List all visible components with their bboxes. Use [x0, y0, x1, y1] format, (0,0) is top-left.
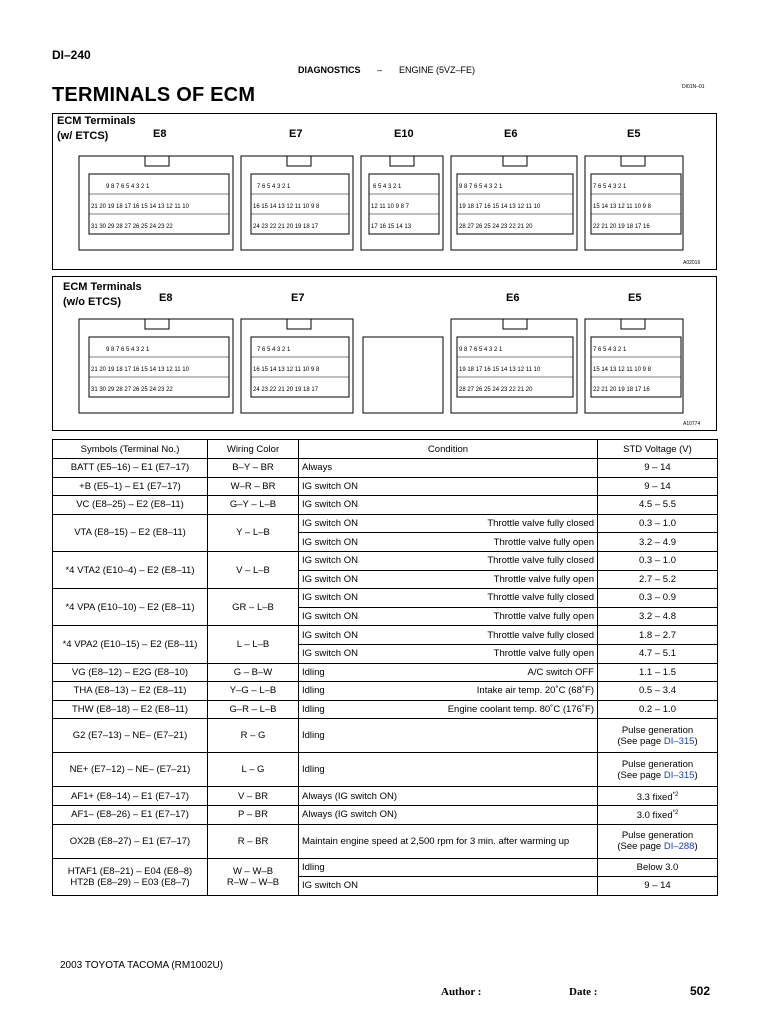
voltage-cell — [598, 753, 718, 787]
color-cell: B–Y – BR — [208, 459, 299, 478]
figure-label-line2: (w/o ETCS) — [63, 296, 122, 308]
symbol-cell: G2 (E7–13) – NE– (E7–21) — [53, 719, 208, 753]
page-link[interactable]: DI–315 — [663, 769, 695, 781]
svg-text:12 11 10 9 8 7: 12 11 10 9 8 7 — [371, 204, 409, 210]
voltage-cell: 1.1 – 1.5 — [598, 663, 718, 682]
condition-detail: Throttle valve fully closed — [487, 555, 594, 567]
voltage-line2-end: ) — [694, 841, 698, 852]
svg-text:24 23 22 21 20 19 18 17: 24 23 22 21 20 19 18 17 — [253, 387, 319, 393]
color-cell: W–R – BR — [208, 477, 299, 496]
condition-detail: Engine coolant temp. 80˚C (176˚F) — [447, 704, 594, 716]
connector-diagram — [53, 277, 716, 430]
table-row — [53, 551, 718, 570]
condition-cell: IG switch ON — [299, 877, 598, 896]
svg-text:31 30 29 28 27 26 25: 31 30 29 28 27 26 25 24 23 22 — [91, 224, 173, 230]
connector-label-e6: E6 — [504, 128, 518, 140]
color-line1: W – W–B — [232, 865, 274, 877]
condition-cell: Idling — [299, 858, 598, 877]
condition-cell: IG switch ON — [302, 536, 358, 548]
voltage-cell: 3.2 – 4.9 — [598, 533, 718, 552]
color-cell: L – G — [208, 753, 299, 787]
voltage-cell: 4.5 – 5.5 — [598, 496, 718, 515]
page-title: TERMINALS OF ECM — [52, 84, 256, 106]
table-row — [53, 459, 718, 478]
symbol-cell: NE+ (E7–12) – NE– (E7–21) — [53, 753, 208, 787]
voltage-line2: (See page — [617, 769, 664, 781]
color-cell: Y–G – L–B — [208, 682, 299, 701]
svg-text:19 18 17 16 15 14 13 12 11 10: 19 18 17 16 15 14 13 12 11 10 — [459, 204, 541, 210]
terminal-spec-table — [52, 439, 718, 896]
header-symbols: Symbols (Terminal No.) — [53, 440, 208, 459]
color-cell: G–R – L–B — [208, 700, 299, 719]
figure-label-line1: ECM Terminals — [57, 115, 136, 127]
condition-cell: IG switch ON — [302, 648, 358, 660]
footnote-mark: *2 — [672, 810, 679, 817]
svg-text:21 20 19 18 17 16 15 14 13 12: 21 20 19 18 17 16 15 14 13 12 11 10 — [91, 367, 189, 373]
condition-cell: IG switch ON — [302, 518, 358, 530]
symbol-cell: *4 VTA2 (E10–4) – E2 (E8–11) — [53, 551, 208, 588]
voltage-cell: 0.2 – 1.0 — [598, 700, 718, 719]
symbol-cell: +B (E5–1) – E1 (E7–17) — [53, 477, 208, 496]
condition-detail: Intake air temp. 20˚C (68˚F) — [476, 685, 594, 697]
subsection-label: ENGINE (5VZ–FE) — [399, 65, 476, 75]
table-row — [53, 589, 718, 608]
svg-text:19 18 17 16 15 14 13 12 11 10: 19 18 17 16 15 14 13 12 11 10 — [459, 367, 541, 373]
color-cell: Y – L–B — [208, 514, 299, 551]
symbol-line1: HTAF1 (E8–21) – E04 (E8–8) — [67, 865, 193, 877]
svg-text:22 21 20 19 18 17 16: 22 21 20 19 18 17 16 — [593, 224, 650, 230]
condition-cell: Idling — [299, 719, 598, 753]
color-cell: R – G — [208, 719, 299, 753]
svg-text:16 15 14 13 12 11 10 9 8: 16 15 14 13 12 11 10 9 8 — [253, 204, 320, 210]
svg-text:17 16 15 14 13: 17 16 15 14 13 — [371, 224, 412, 230]
table-row — [53, 753, 718, 787]
voltage-cell — [598, 805, 718, 824]
condition-cell: Maintain engine speed at 2,500 rpm for 3 min. after warming up — [299, 824, 598, 858]
svg-text:31 30 29 28 27 26 25: 31 30 29 28 27 26 25 24 23 22 — [91, 387, 173, 393]
color-cell: R – BR — [208, 824, 299, 858]
voltage-cell: 9 – 14 — [598, 459, 718, 478]
condition-detail: A/C switch OFF — [527, 666, 594, 678]
symbol-cell: THW (E8–18) – E2 (E8–11) — [53, 700, 208, 719]
connector-label-e6: E6 — [506, 292, 520, 304]
table-row — [53, 682, 718, 701]
table-row — [53, 700, 718, 719]
svg-text:22 21 20 19 18 17 16: 22 21 20 19 18 17 16 — [593, 387, 650, 393]
color-cell: GR – L–B — [208, 589, 299, 626]
svg-text:9 8 7 6 5 4 3 2 1: 9 8 7 6 5 4 3 2 1 — [459, 184, 503, 190]
condition-detail: Throttle valve fully closed — [487, 592, 594, 604]
symbol-cell: VTA (E8–15) – E2 (E8–11) — [53, 514, 208, 551]
voltage-line1: Pulse generation — [621, 830, 694, 841]
page-link[interactable]: DI–288 — [663, 841, 695, 852]
voltage-line2-end: ) — [694, 769, 698, 781]
voltage-cell: 2.7 – 5.2 — [598, 570, 718, 589]
condition-detail: Throttle valve fully open — [493, 648, 594, 660]
voltage-line2-end: ) — [694, 735, 698, 747]
condition-detail: Throttle valve fully closed — [487, 629, 594, 641]
symbol-cell: BATT (E5–16) – E1 (E7–17) — [53, 459, 208, 478]
voltage-cell: 0.3 – 0.9 — [598, 589, 718, 608]
table-row — [53, 719, 718, 753]
svg-text:7 6 5 4 3 2 1: 7 6 5 4 3 2 1 — [593, 184, 627, 190]
symbol-cell: OX2B (E8–27) – E1 (E7–17) — [53, 824, 208, 858]
svg-text:15 14 13 12 11 10 9 8: 15 14 13 12 11 10 9 8 — [593, 204, 651, 210]
symbol-cell: VG (E8–12) – E2G (E8–10) — [53, 663, 208, 682]
condition-cell: IG switch ON — [302, 480, 358, 492]
page-number: 502 — [690, 984, 711, 998]
symbol-cell: *4 VPA (E10–10) – E2 (E8–11) — [53, 589, 208, 626]
voltage-value: 3.3 fixed — [636, 791, 673, 803]
condition-cell: Always (IG switch ON) — [299, 787, 598, 806]
symbol-cell: *4 VPA2 (E10–15) – E2 (E8–11) — [53, 626, 208, 663]
voltage-cell: 9 – 14 — [598, 877, 718, 896]
voltage-cell: 3.2 – 4.8 — [598, 607, 718, 626]
author-label: Author : — [441, 986, 482, 998]
connector-label-e10: E10 — [394, 128, 414, 140]
section-dash: – — [377, 65, 383, 75]
table-row — [53, 663, 718, 682]
voltage-cell: 1.8 – 2.7 — [598, 626, 718, 645]
svg-text:15 14 13 12 11 10 9 8: 15 14 13 12 11 10 9 8 — [593, 367, 651, 373]
condition-cell: Idling — [302, 704, 325, 716]
symbol-cell: AF1+ (E8–14) – E1 (E7–17) — [53, 787, 208, 806]
svg-text:9 8 7 6 5 4 3 2 1: 9 8 7 6 5 4 3 2 1 — [106, 347, 150, 353]
voltage-cell — [598, 787, 718, 806]
condition-cell: Idling — [299, 753, 598, 787]
svg-text:7 6 5 4 3 2 1: 7 6 5 4 3 2 1 — [593, 347, 627, 353]
table-row — [53, 787, 718, 806]
voltage-cell: 0.5 – 3.4 — [598, 682, 718, 701]
voltage-line1: Pulse generation — [621, 724, 694, 736]
condition-cell: IG switch ON — [302, 573, 358, 585]
condition-detail: Throttle valve fully open — [493, 611, 594, 623]
condition-detail: Throttle valve fully closed — [487, 518, 594, 530]
voltage-cell — [598, 719, 718, 753]
connector-label-e8: E8 — [153, 128, 167, 140]
svg-text:28 27 26 25 24 23 22 21 2: 28 27 26 25 24 23 22 21 20 — [459, 224, 533, 230]
voltage-cell: 4.7 – 5.1 — [598, 644, 718, 663]
figure-ecm-terminals-with-etcs — [52, 113, 717, 270]
header-std-voltage: STD Voltage (V) — [598, 440, 718, 459]
connector-label-e8: E8 — [159, 292, 173, 304]
connector-label-e7: E7 — [291, 292, 305, 304]
page-link[interactable]: DI–315 — [663, 735, 695, 747]
symbol-cell: AF1– (E8–26) – E1 (E7–17) — [53, 805, 208, 824]
condition-cell: Always (IG switch ON) — [299, 805, 598, 824]
table-row — [53, 626, 718, 645]
svg-text:9 8 7 6 5 4 3 2 1: 9 8 7 6 5 4 3 2 1 — [106, 184, 150, 190]
table-row — [53, 496, 718, 515]
table-row — [53, 824, 718, 858]
condition-detail: Throttle valve fully open — [493, 573, 594, 585]
svg-text:28 27 26 25 24 23 22 21 2: 28 27 26 25 24 23 22 21 20 — [459, 387, 533, 393]
svg-text:16 15 14 13 12 11 10 9 8: 16 15 14 13 12 11 10 9 8 — [253, 367, 320, 373]
header-wiring-color: Wiring Color — [208, 440, 299, 459]
color-cell: G–Y – L–B — [208, 496, 299, 515]
voltage-cell: 0.3 – 1.0 — [598, 514, 718, 533]
symbol-line2: HT2B (E8–29) – E03 (E8–7) — [70, 876, 190, 888]
voltage-value: 3.0 fixed — [636, 810, 673, 822]
voltage-cell: 9 – 14 — [598, 477, 718, 496]
condition-cell: IG switch ON — [302, 499, 358, 511]
figure-code: A10774 — [683, 421, 701, 427]
symbol-cell: VC (E8–25) – E2 (E8–11) — [53, 496, 208, 515]
svg-text:9 8 7 6 5 4 3 2 1: 9 8 7 6 5 4 3 2 1 — [459, 347, 503, 353]
table-row — [53, 805, 718, 824]
condition-cell: Idling — [302, 666, 325, 678]
connector-label-e5: E5 — [628, 292, 642, 304]
condition-cell: Idling — [302, 685, 325, 697]
voltage-cell: 0.3 – 1.0 — [598, 551, 718, 570]
date-label: Date : — [569, 986, 598, 998]
header-condition: Condition — [299, 440, 598, 459]
condition-cell: IG switch ON — [302, 555, 358, 567]
color-cell — [208, 858, 299, 895]
color-cell: V – L–B — [208, 551, 299, 588]
svg-text:7 6 5 4 3 2 1: 7 6 5 4 3 2 1 — [257, 347, 291, 353]
connector-label-e7: E7 — [289, 128, 303, 140]
voltage-line1: Pulse generation — [621, 758, 694, 770]
color-cell: P – BR — [208, 805, 299, 824]
condition-cell: IG switch ON — [302, 629, 358, 641]
table-row — [53, 858, 718, 877]
svg-text:7 6 5 4 3 2 1: 7 6 5 4 3 2 1 — [257, 184, 291, 190]
color-cell: L – L–B — [208, 626, 299, 663]
table-header-row — [53, 440, 718, 459]
figure-label-line1: ECM Terminals — [63, 281, 142, 293]
condition-cell: Always — [302, 462, 333, 474]
voltage-cell: Below 3.0 — [598, 858, 718, 877]
svg-text:6 5 4 3 2 1: 6 5 4 3 2 1 — [373, 184, 402, 190]
symbol-cell: THA (E8–13) – E2 (E8–11) — [53, 682, 208, 701]
figure-code: A02016 — [683, 260, 701, 266]
svg-text:24 23 22 21 20 19 18 17: 24 23 22 21 20 19 18 17 — [253, 224, 319, 230]
figure-ecm-terminals-without-etcs — [52, 276, 717, 431]
voltage-line2: (See page — [617, 841, 664, 852]
condition-cell: IG switch ON — [302, 592, 358, 604]
table-row — [53, 514, 718, 533]
page-code: DI–240 — [52, 48, 91, 62]
condition-cell: IG switch ON — [302, 611, 358, 623]
color-line2: R–W – W–B — [226, 876, 280, 888]
symbol-cell — [53, 858, 208, 895]
ref-code: DI01N–01 — [682, 84, 705, 90]
color-cell: V – BR — [208, 787, 299, 806]
voltage-cell — [598, 824, 718, 858]
condition-detail: Throttle valve fully open — [493, 536, 594, 548]
table-row — [53, 477, 718, 496]
figure-label-line2: (w/ ETCS) — [57, 130, 109, 142]
color-cell: G – B–W — [208, 663, 299, 682]
connector-label-e5: E5 — [627, 128, 641, 140]
document-footer: 2003 TOYOTA TACOMA (RM1002U) — [60, 960, 224, 971]
section-label: DIAGNOSTICS — [298, 65, 361, 75]
voltage-line2: (See page — [617, 735, 664, 747]
footnote-mark: *2 — [672, 791, 679, 798]
svg-text:21 20 19 18 17 16 15 14 13 12: 21 20 19 18 17 16 15 14 13 12 11 10 — [91, 204, 189, 210]
